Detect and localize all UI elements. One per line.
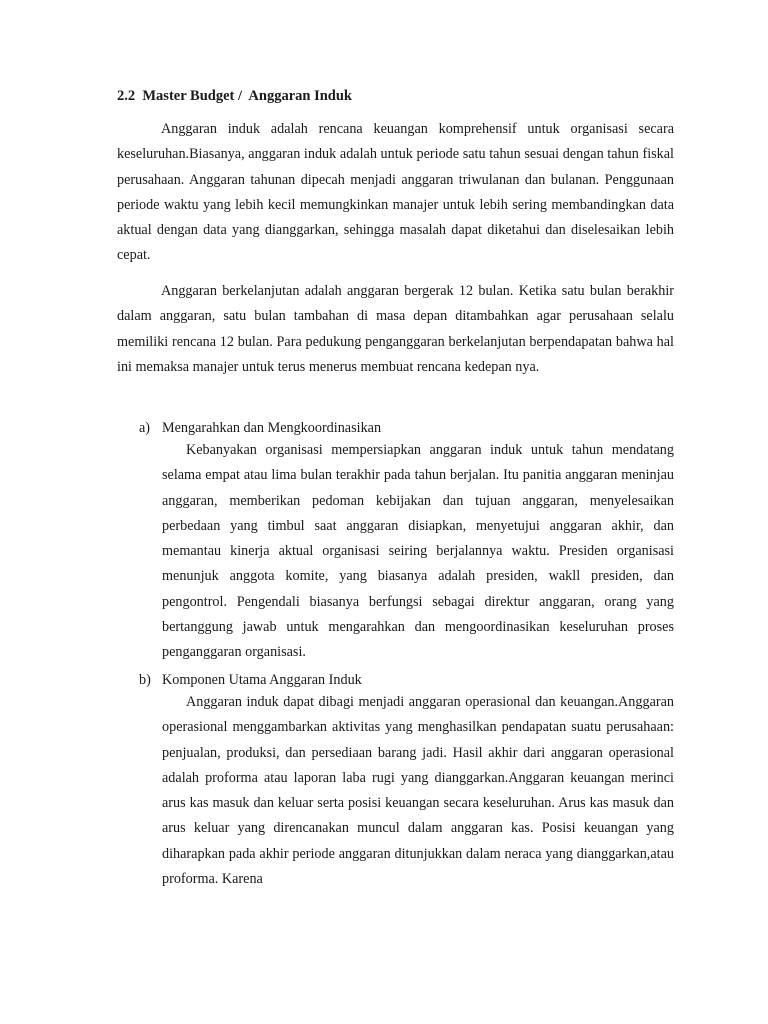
list-paragraph-main-components: Anggaran induk dapat dibagi menjadi anggaran operasional dan keuangan.Anggaran operasional menggambarkan aktivitas yang menghasilkan pendapatan suatu perusahaan: penjualan, produksi, dan persediaan barang jadi. Hasil akhir dari anggaran operasional adalah proforma atau laporan laba rugi yang dianggarkan.Anggaran keuangan merinci arus kas masuk dan keluar serta posisi keuangan secara keseluruhan. Arus kas masuk dan arus keluar yang direncanakan muncul dalam anggaran kas. Posisi keuangan yang diharapkan pada akhir periode anggaran ditunjukkan dalam neraca yang dianggarkan,atau proforma. Karena <box>162 694 674 888</box>
list-marker-b: b) <box>139 672 151 688</box>
section-number: 2.2 <box>117 88 136 104</box>
paragraph-master-budget-definition: Anggaran induk adalah rencana keuangan komprehensif untuk organisasi secara keseluruhan.Biasanya, anggaran induk adalah untuk periode satu tahun sesuai dengan tahun fiskal perusahaan. Anggaran tahunan dipecah menjadi anggaran triwulanan dan bulanan. Penggunaan periode waktu yang lebih kecil memungkinkan manajer untuk lebih sering membandingkan data aktual dengan data yang dianggarkan, sehingga masalah dapat diketahui dan diselesaikan lebih cepat. <box>117 121 674 264</box>
list-title-main-components: Komponen Utama Anggaran Induk <box>162 672 362 688</box>
list-marker-a: a) <box>139 420 151 436</box>
list-paragraph-directing-coordinating: Kebanyakan organisasi mempersiapkan anggaran induk untuk tahun mendatang selama empat atau lima bulan terakhir pada tahun berjalan. Itu panitia anggaran meninjau anggaran, memberikan pedoman kebijakan dan tujuan anggaran, menyelesaikan perbedaan yang timbul saat anggaran disiapkan, menyetujui anggaran akhir, dan memantau kinerja aktual organisasi seiring berjalannya waktu. Presiden organisasi menunjuk anggota komite, yang biasanya adalah presiden, wakll presiden, dan pengontrol. Pengendali biasanya berfungsi sebagai direktur anggaran, orang yang bertanggung jawab untuk mengarahkan dan mengoordinasikan keseluruhan proses penganggaran organisasi. <box>162 442 674 661</box>
list-title-directing-coordinating: Mengarahkan dan Mengkoordinasikan <box>162 420 382 436</box>
paragraph-continuous-budget: Anggaran berkelanjutan adalah anggaran bergerak 12 bulan. Ketika satu bulan berakhir dalam anggaran, satu bulan tambahan di masa depan ditambahkan agar perusahaan selalu memiliki rencana 12 bulan. Para pedukung penganggaran berkelanjutan berpendapatan bahwa hal ini memaksa manajer untuk terus menerus membuat rencana kedepan nya. <box>117 283 674 375</box>
section-heading <box>117 86 352 106</box>
section-title: Master Budget / Anggaran Induk <box>142 88 352 104</box>
